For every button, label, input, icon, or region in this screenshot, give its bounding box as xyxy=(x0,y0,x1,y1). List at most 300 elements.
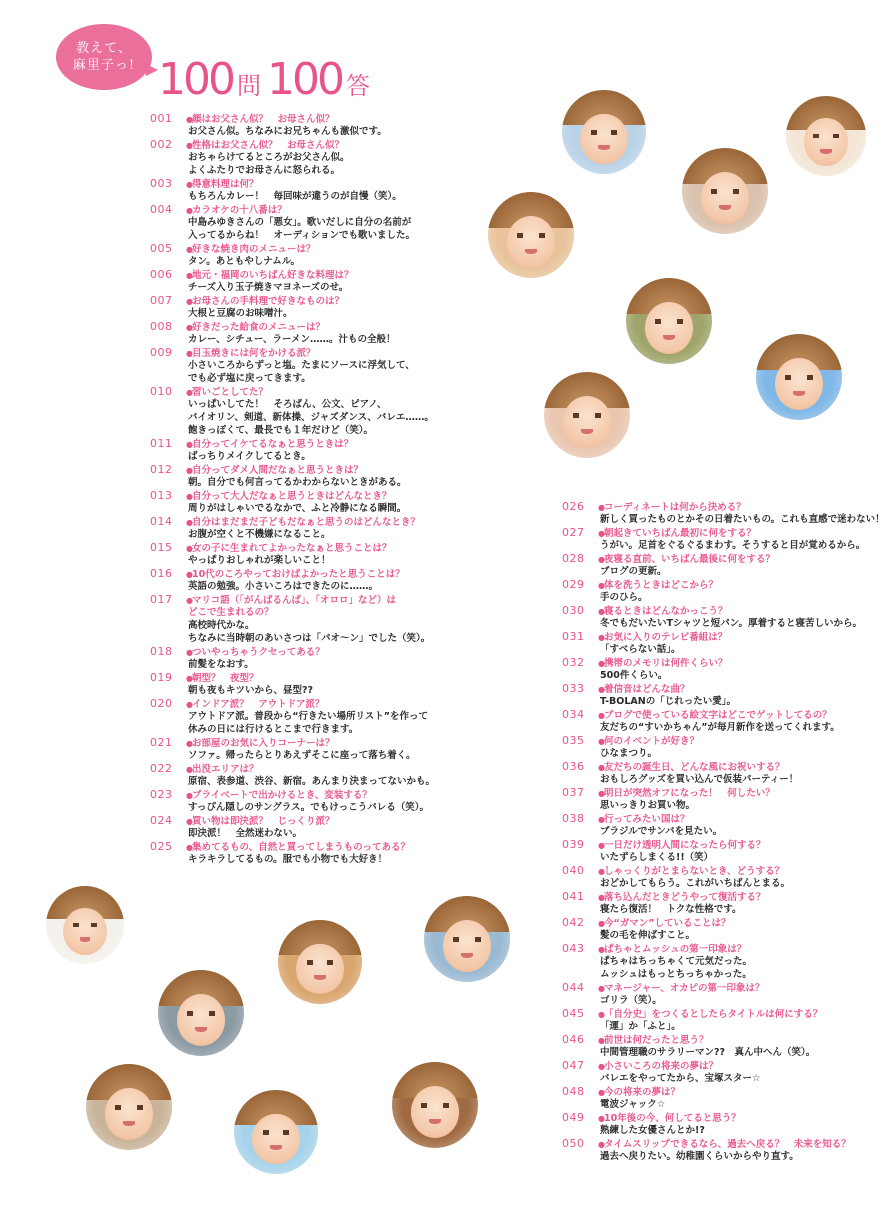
qa-item xyxy=(150,463,440,489)
question-text: 地元・福岡のいちばん好きな料理は？ xyxy=(192,270,354,281)
question-number: 007 xyxy=(150,294,173,307)
answer-text: 高校時代かな。 xyxy=(188,620,255,631)
qa-item xyxy=(150,489,440,515)
question-text: 今“ガマン”していることは？ xyxy=(604,918,731,929)
qa-item xyxy=(150,346,440,385)
portrait-face xyxy=(411,1086,459,1138)
question-number: 028 xyxy=(562,552,585,565)
bullet-icon: ● xyxy=(186,843,193,852)
bullet-icon: ● xyxy=(598,763,605,772)
answer-text: 「すべらない話」。 xyxy=(600,644,681,655)
answer-text: 思いっきりお買い物。 xyxy=(600,800,696,811)
portrait-face xyxy=(177,994,225,1046)
qa-item xyxy=(562,864,862,890)
photo-smiling-closeup xyxy=(488,192,574,278)
bullet-icon: ● xyxy=(186,570,193,579)
question-text: インドア派？ アウトドア派？ xyxy=(192,699,325,710)
bullet-icon: ● xyxy=(186,206,193,215)
photo-glasses-fingers xyxy=(682,148,768,234)
qa-item xyxy=(150,385,440,437)
question-text: 体を洗うときはどこから？ xyxy=(604,580,719,591)
question-number: 031 xyxy=(562,630,585,643)
answer-text: 朝。自分でも何言ってるかわからないときがある。 xyxy=(188,477,407,488)
question-number: 027 xyxy=(562,526,585,539)
bullet-icon: ● xyxy=(186,739,193,748)
qa-item xyxy=(562,786,862,812)
bullet-icon: ● xyxy=(598,711,605,720)
question-row xyxy=(562,708,862,721)
bullet-icon: ● xyxy=(598,893,605,902)
question-number: 003 xyxy=(150,177,173,190)
question-number: 029 xyxy=(562,578,585,591)
qa-item xyxy=(562,682,862,708)
portrait-mouth xyxy=(793,391,805,396)
question-text: 行ってみたい国は？ xyxy=(604,814,690,825)
portrait-face xyxy=(63,908,107,955)
answer-text: いっぱいしてた！ そろばん、公文、ピアノ、 xyxy=(188,399,387,410)
bullet-icon: ● xyxy=(186,596,193,605)
question-text: 前世は何だったと思う？ xyxy=(604,1035,709,1046)
bullet-icon: ● xyxy=(186,791,193,800)
photo-hands-on-cheeks xyxy=(786,96,866,176)
bullet-icon: ● xyxy=(598,919,605,928)
answer-text: ひなまつり。 xyxy=(600,748,658,759)
question-number: 006 xyxy=(150,268,173,281)
answer-text: 英語の勉強。小さいころはできたのに……。 xyxy=(188,581,379,592)
answer-text: タン。あともやしナムル。 xyxy=(188,256,301,267)
question-row xyxy=(150,788,440,801)
question-text: コーディネートは何から決める？ xyxy=(604,502,746,513)
photo-laughing xyxy=(392,1062,478,1148)
answer-text: バレエをやってたから、宝塚スター☆ xyxy=(600,1073,761,1084)
portrait-eyes xyxy=(655,319,683,323)
question-number: 030 xyxy=(562,604,585,617)
bullet-icon: ● xyxy=(598,633,605,642)
answer-text: 寝たら復活！ トクな性格です。 xyxy=(600,904,742,915)
bullet-icon: ● xyxy=(186,518,193,527)
bullet-icon: ● xyxy=(186,700,193,709)
question-text: 好きな焼き肉のメニューは？ xyxy=(192,244,316,255)
portrait-eyes xyxy=(421,1103,449,1107)
question-number: 038 xyxy=(562,812,585,825)
question-text: 友だちの誕生日、どんな風にお祝いする？ xyxy=(604,762,785,773)
qa-item xyxy=(562,1007,862,1033)
question-number: 013 xyxy=(150,489,173,502)
qa-item xyxy=(562,552,862,578)
question-number: 004 xyxy=(150,203,173,216)
answer-text: アウトドア派。普段から“行きたい場所リスト”を作って xyxy=(188,711,429,722)
question-row xyxy=(562,890,862,903)
bullet-icon: ● xyxy=(598,984,605,993)
answer-text: 休みの日には行けるとこまで行きます。 xyxy=(188,724,359,735)
question-row xyxy=(150,671,440,684)
question-row xyxy=(562,838,862,851)
question-number: 017 xyxy=(150,593,173,606)
answer-text: 飽きっぽくて、最長でも１年だけど（笑）。 xyxy=(188,425,374,436)
qa-item xyxy=(150,112,440,138)
photo-white-coat xyxy=(46,886,124,964)
answer-text: おどかしてもらう。これがいちばんとまる。 xyxy=(600,878,791,889)
question-row xyxy=(150,177,440,190)
question-row xyxy=(562,864,862,877)
question-text: 10年後の今、何してると思う？ xyxy=(604,1113,741,1124)
question-number: 014 xyxy=(150,515,173,528)
question-number: 045 xyxy=(562,1007,585,1020)
question-row xyxy=(150,593,440,606)
bullet-icon: ● xyxy=(186,180,193,189)
question-row xyxy=(562,682,862,695)
bullet-icon: ● xyxy=(598,789,605,798)
qa-item xyxy=(562,812,862,838)
bullet-icon: ● xyxy=(186,115,193,124)
question-row xyxy=(150,463,440,476)
qa-column-right xyxy=(562,500,885,1163)
qa-item xyxy=(562,656,862,682)
portrait-eyes xyxy=(711,189,739,193)
question-text: 朝起きていちばん最初に何をする？ xyxy=(604,528,757,539)
answer-text: おもしろグッズを買い込んで仮装パーティー！ xyxy=(600,774,799,785)
question-row xyxy=(562,630,862,643)
page-title xyxy=(158,54,376,104)
question-text: お部屋のお気に入りコーナーは？ xyxy=(192,738,335,749)
bullet-icon: ● xyxy=(186,544,193,553)
question-row xyxy=(150,385,440,398)
bullet-icon: ● xyxy=(598,607,605,616)
portrait-face xyxy=(252,1114,299,1164)
answer-text: お腹が空くと不機嫌になること。 xyxy=(188,529,331,540)
question-text-continued: どこで生まれるの？ xyxy=(188,607,274,618)
bullet-icon: ● xyxy=(598,737,605,746)
bullet-icon: ● xyxy=(186,388,193,397)
question-text: 自分ってダメ人間だなぁと思うときは？ xyxy=(192,465,364,476)
bullet-icon: ● xyxy=(186,674,193,683)
portrait-face xyxy=(804,118,849,166)
question-text: 自分ってイケてるなぁと思うときは？ xyxy=(192,439,354,450)
qa-item xyxy=(562,1137,862,1163)
photo-hands-to-mouth xyxy=(234,1090,318,1174)
answer-text: 熟練した女優さんとか!? xyxy=(600,1125,705,1136)
question-text: しゃっくりがとまらないとき、どうする？ xyxy=(604,866,785,877)
question-row xyxy=(150,645,440,658)
question-number: 034 xyxy=(562,708,585,721)
answer-text: ブラジルでサンバを見たい。 xyxy=(600,826,723,837)
question-text: 目玉焼きには何をかける派？ xyxy=(192,348,316,359)
qa-item xyxy=(150,437,440,463)
question-row xyxy=(150,346,440,359)
answer-text: 原宿、表参道、渋谷、新宿。あんまり決まってないかも。 xyxy=(188,776,436,787)
answer-text: よくふたりでお母さんに怒られる。 xyxy=(188,165,341,176)
qa-item xyxy=(150,138,440,177)
qa-item xyxy=(562,1033,862,1059)
question-number: 043 xyxy=(562,942,585,955)
question-row xyxy=(150,762,440,775)
bullet-icon: ● xyxy=(186,323,193,332)
answer-text: 新しく買ったものとかその日着たいもの。これも直感で迷わない！ xyxy=(600,514,885,525)
portrait-face xyxy=(105,1088,153,1140)
qa-item xyxy=(150,593,440,645)
question-text: お母さんの手料理で好きなものは？ xyxy=(192,296,345,307)
qa-item xyxy=(150,177,440,203)
question-number: 033 xyxy=(562,682,585,695)
question-text: 着信音はどんな曲？ xyxy=(604,684,690,695)
qa-item xyxy=(562,604,862,630)
qa-item xyxy=(562,1085,862,1111)
portrait-eyes xyxy=(573,413,601,417)
question-text: 集めてるもの、自然と買ってしまうものってある？ xyxy=(192,842,411,853)
qa-item xyxy=(562,916,862,942)
question-number: 042 xyxy=(562,916,585,929)
answer-text: 周りがはしゃいでるなかで、ふと冷静になる瞬間。 xyxy=(188,503,407,514)
question-text: 女の子に生まれてよかったなぁと思うことは？ xyxy=(192,543,392,554)
question-row xyxy=(150,515,440,528)
bullet-icon: ● xyxy=(186,245,193,254)
question-row xyxy=(562,552,862,565)
qa-item xyxy=(150,814,440,840)
question-number: 026 xyxy=(562,500,585,513)
question-row xyxy=(562,734,862,747)
qa-item xyxy=(562,981,862,1007)
bullet-icon: ● xyxy=(598,659,605,668)
title-kanji-1: 問 xyxy=(236,72,261,100)
question-number: 046 xyxy=(562,1033,585,1046)
question-text: 10代のころやっておけばよかったと思うことは？ xyxy=(192,569,405,580)
photo-face-on-table xyxy=(544,372,630,458)
question-text: カラオケの十八番は？ xyxy=(192,205,287,216)
question-row xyxy=(562,760,862,773)
question-number: 019 xyxy=(150,671,173,684)
answer-text: うがい。足首をぐるぐるまわす。そうすると目が覚めるから。 xyxy=(600,540,866,551)
question-text: 顔はお父さん似？ お母さん似？ xyxy=(192,114,335,125)
question-row xyxy=(150,112,440,125)
bullet-icon: ● xyxy=(598,555,605,564)
portrait-eyes xyxy=(115,1105,143,1109)
answer-text: 「運」か「ふと」。 xyxy=(600,1021,681,1032)
answer-text: 500件くらい。 xyxy=(600,670,668,681)
question-number: 005 xyxy=(150,242,173,255)
bullet-icon: ● xyxy=(598,1140,605,1149)
qa-item xyxy=(562,630,862,656)
question-text: 明日が突然オフになった！ 何したい？ xyxy=(604,788,775,799)
question-number: 020 xyxy=(150,697,173,710)
portrait-eyes xyxy=(453,937,481,941)
bullet-icon: ● xyxy=(598,1088,605,1097)
question-row xyxy=(562,1111,862,1124)
question-row xyxy=(562,786,862,799)
portrait-eyes xyxy=(591,130,618,134)
photo-blue-van xyxy=(424,896,510,982)
qa-item xyxy=(150,762,440,788)
bullet-icon: ● xyxy=(598,1036,605,1045)
question-number: 041 xyxy=(562,890,585,903)
question-text: 朝型？ 夜型？ xyxy=(192,673,259,684)
qa-item xyxy=(150,320,440,346)
question-number: 010 xyxy=(150,385,173,398)
answer-text: 冬でもだいたいTシャツと短パン。厚着すると寝苦しいから。 xyxy=(600,618,863,629)
question-row xyxy=(150,567,440,580)
qa-item xyxy=(562,526,866,552)
question-row xyxy=(150,437,440,450)
question-row xyxy=(150,814,440,827)
qa-item xyxy=(562,1111,862,1137)
qa-item xyxy=(562,760,862,786)
bullet-icon: ● xyxy=(598,1062,605,1071)
answer-text: やっぱりおしゃれが楽しいこと！ xyxy=(188,555,331,566)
answer-text: ソファ。帰ったらとりあえずそこに座って落ち着く。 xyxy=(188,750,416,761)
question-number: 012 xyxy=(150,463,173,476)
question-text: 一日だけ透明人間になったら何する？ xyxy=(604,840,766,851)
question-row xyxy=(562,656,862,669)
answer-text: ちなみに当時朝のあいさつは「パオ～ン」でした（笑）。 xyxy=(188,633,431,644)
answer-text: 中間管理職のサラリーマン?? 真ん中へん（笑）。 xyxy=(600,1047,816,1058)
intro-badge xyxy=(56,24,152,90)
question-text: 夜寝る直前、いちばん最後に何をする？ xyxy=(604,554,776,565)
bullet-icon: ● xyxy=(598,1010,605,1019)
qa-item xyxy=(562,578,862,604)
question-text: 自分はまだまだ子どもだなぁと思うのはどんなとき？ xyxy=(192,517,421,528)
question-number: 021 xyxy=(150,736,173,749)
question-row xyxy=(562,1085,862,1098)
question-row xyxy=(150,489,440,502)
question-text: ブログで使っている絵文字はどこでゲットしてるの？ xyxy=(604,710,832,721)
qa-item xyxy=(562,838,862,864)
answer-text: 入ってるからね！ オーディションでも歌いました。 xyxy=(188,230,416,241)
question-number: 037 xyxy=(562,786,585,799)
question-row xyxy=(562,1033,862,1046)
portrait-eyes xyxy=(263,1130,290,1134)
answer-text: ばっちりメイクしてるとき。 xyxy=(188,451,311,462)
answer-text: もちろんカレー！ 毎回味が違うのが自慢（笑）。 xyxy=(188,191,402,202)
qa-item xyxy=(562,890,862,916)
question-number: 040 xyxy=(562,864,585,877)
title-number-2: 100 xyxy=(266,54,342,105)
photo-truck-bed xyxy=(158,970,244,1056)
answer-text: 過去へ戻りたい。幼稚園くらいからやり直す。 xyxy=(600,1151,799,1162)
question-number: 049 xyxy=(562,1111,585,1124)
badge-line-1: 教えて、 xyxy=(76,41,132,56)
portrait-mouth xyxy=(820,149,831,154)
answer-text: 友だちの“すいかちゃん”が毎月新作を送ってくれます。 xyxy=(600,722,840,733)
question-row xyxy=(562,1137,862,1150)
qa-item xyxy=(150,645,440,671)
question-row xyxy=(150,541,440,554)
bullet-icon: ● xyxy=(598,685,605,694)
portrait-mouth xyxy=(429,1119,441,1124)
answer-text: おちゃらけてるところがお父さん似。 xyxy=(188,152,350,163)
bullet-icon: ● xyxy=(186,297,193,306)
question-number: 008 xyxy=(150,320,173,333)
answer-text: でも必ず塩に戻ってきます。 xyxy=(188,373,311,384)
bullet-icon: ● xyxy=(186,466,193,475)
answer-text: ぱちゃはちっちゃくて元気だった。 xyxy=(600,956,753,967)
question-number: 025 xyxy=(150,840,173,853)
question-number: 022 xyxy=(150,762,173,775)
question-row xyxy=(150,840,440,853)
qa-item xyxy=(562,708,862,734)
qa-item xyxy=(150,697,440,736)
portrait-eyes xyxy=(307,960,334,964)
photo-leaning-on-hand xyxy=(562,90,646,174)
question-number: 050 xyxy=(562,1137,585,1150)
question-row xyxy=(562,981,862,994)
portrait-eyes xyxy=(813,134,839,138)
question-number: 024 xyxy=(150,814,173,827)
qa-item xyxy=(150,840,440,866)
bullet-icon: ● xyxy=(186,440,193,449)
question-text: 好きだった給食のメニューは？ xyxy=(192,322,326,333)
qa-item xyxy=(562,500,885,526)
question-row xyxy=(150,320,440,333)
qa-item xyxy=(150,788,440,814)
question-text: 買い物は即決派？ じっくり派？ xyxy=(192,816,335,827)
question-number: 002 xyxy=(150,138,173,151)
answer-text: いたずらしまくる!!（笑） xyxy=(600,852,714,863)
bullet-icon: ● xyxy=(186,349,193,358)
qa-column-left xyxy=(150,112,440,866)
bullet-icon: ● xyxy=(186,271,193,280)
question-text: 「自分史」をつくるとしたらタイトルは何にする？ xyxy=(604,1009,823,1020)
answer-text: ブログの更新。 xyxy=(600,566,667,577)
question-row xyxy=(150,294,440,307)
question-row xyxy=(150,736,440,749)
qa-item xyxy=(150,294,440,320)
title-kanji-2: 答 xyxy=(345,72,370,100)
answer-text: 手のひら。 xyxy=(600,592,648,603)
question-number: 015 xyxy=(150,541,173,554)
title-number-1: 100 xyxy=(158,54,233,105)
question-row xyxy=(562,604,862,617)
question-number: 018 xyxy=(150,645,173,658)
question-number: 032 xyxy=(562,656,585,669)
portrait-face xyxy=(296,944,343,994)
portrait-eyes xyxy=(73,923,98,927)
answer-text: カレー、シチュー、ラーメン……。汁もの全般！ xyxy=(188,334,396,345)
question-text: 今の将来の夢は？ xyxy=(604,1087,681,1098)
portrait-face xyxy=(701,172,749,224)
qa-item xyxy=(150,203,440,242)
question-row xyxy=(562,942,862,955)
question-text: 何のイベントが好き？ xyxy=(604,736,700,747)
qa-item xyxy=(562,734,862,760)
question-row xyxy=(150,138,440,151)
qa-item xyxy=(150,515,440,541)
qa-item xyxy=(562,942,862,981)
bullet-icon: ● xyxy=(598,581,605,590)
answer-text: 小さいころからずっと塩。たまにソースに浮気して、 xyxy=(188,360,415,371)
question-text: 習いごとしてた？ xyxy=(192,387,269,398)
answer-text: バイオリン、剣道、新体操、ジャズダンス、バレエ……。 xyxy=(188,412,434,423)
qa-item xyxy=(150,242,440,268)
answer-text: 即決派！ 全然迷わない。 xyxy=(188,828,303,839)
question-text: お気に入りのテレビ番組は？ xyxy=(604,632,728,643)
question-number: 048 xyxy=(562,1085,585,1098)
qa-item xyxy=(150,567,440,593)
answer-text: 中島みゆきさんの「悪女」。歌いだしに自分の名前が xyxy=(188,217,412,228)
bullet-icon: ● xyxy=(186,141,193,150)
bullet-icon: ● xyxy=(598,529,605,538)
question-row xyxy=(150,697,440,710)
question-row xyxy=(562,500,862,513)
answer-text: 大根と豆腐のお味噌汁。 xyxy=(188,308,293,319)
question-row xyxy=(562,1059,862,1072)
portrait-face xyxy=(645,302,693,354)
question-text: 寝るときはどんなかっこう？ xyxy=(604,606,728,617)
question-text: ついやっちゃうクセってある？ xyxy=(192,647,325,658)
portrait-face xyxy=(580,114,627,164)
question-text: 携帯のメモリは何件くらい？ xyxy=(604,658,728,669)
bullet-icon: ● xyxy=(186,492,193,501)
bullet-icon: ● xyxy=(598,867,605,876)
bullet-icon: ● xyxy=(186,648,193,657)
